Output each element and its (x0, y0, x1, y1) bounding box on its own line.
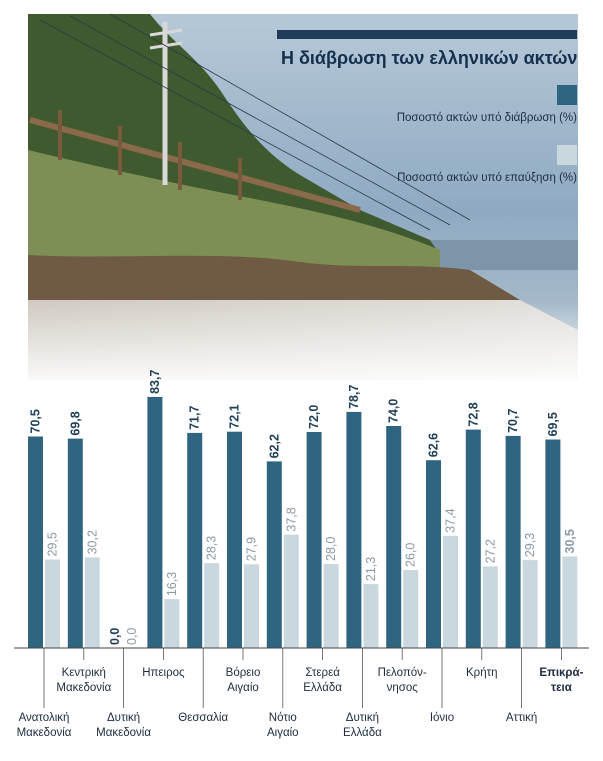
legend-label-erosion: Ποσοστό ακτών υπό διάβρωση (%) (396, 112, 577, 124)
value-label-erosion-1: 69,8 (68, 411, 83, 436)
bar-erosion-9 (386, 426, 401, 648)
bar-accretion-3 (164, 599, 179, 648)
bar-accretion-1 (85, 557, 100, 648)
value-label-accretion-6: 37,8 (284, 507, 299, 532)
bar-accretion-5 (244, 564, 259, 648)
coastal-erosion-photo (28, 14, 578, 390)
value-label-accretion-11: 27,2 (483, 539, 498, 564)
bar-erosion-13 (545, 440, 560, 649)
value-label-erosion-12: 70,7 (506, 408, 521, 433)
bar-accretion-4 (204, 563, 219, 648)
category-labels-group (17, 667, 584, 739)
value-label-erosion-10: 62,6 (426, 432, 441, 458)
bar-accretion-11 (483, 566, 498, 648)
bar-erosion-1 (68, 439, 83, 648)
value-label-accretion-10: 37,4 (443, 508, 458, 533)
bar-accretion-7 (324, 564, 339, 648)
legend-swatch-accretion (557, 145, 577, 165)
value-label-erosion-2: 0,0 (108, 627, 123, 645)
bar-erosion-10 (426, 460, 441, 648)
bar-erosion-8 (346, 412, 361, 648)
value-label-accretion-12: 29,3 (523, 532, 538, 558)
bar-erosion-5 (227, 432, 242, 648)
value-label-erosion-9: 74,0 (386, 398, 401, 423)
category-label-10: Ιόνιο (429, 712, 455, 724)
value-label-erosion-7: 72,0 (307, 404, 322, 429)
category-label-9: Πελοπόν-νησος (377, 667, 427, 694)
category-label-6: Νότιο Αιγαίο (267, 712, 299, 739)
value-label-erosion-4: 71,7 (187, 405, 202, 430)
value-label-accretion-13: 30,5 (562, 529, 577, 554)
category-label-11: Κρήτη (466, 667, 498, 679)
chart-title: Η διάβρωση των ελληνικών ακτών (281, 48, 578, 68)
value-label-accretion-3: 16,3 (164, 571, 179, 597)
legend-swatch-erosion (557, 85, 577, 105)
category-label-8: Δυτική Ελλάδα (343, 712, 382, 739)
value-label-accretion-2: 0,0 (125, 627, 140, 645)
value-label-erosion-13: 69,5 (545, 412, 560, 437)
value-label-accretion-1: 30,2 (85, 530, 100, 555)
value-label-erosion-5: 72,1 (227, 404, 242, 429)
bar-erosion-3 (147, 397, 162, 648)
category-label-2: Δυτική Μακεδονία (96, 712, 152, 739)
bar-erosion-11 (466, 430, 481, 648)
value-label-erosion-3: 83,7 (147, 369, 162, 394)
category-label-4: Θεσσαλία (178, 712, 229, 724)
bar-accretion-0 (45, 560, 60, 649)
bar-accretion-10 (443, 536, 458, 648)
category-label-3: Ηπειρος (142, 667, 185, 679)
category-label-12: Αττική (505, 712, 538, 724)
value-label-erosion-8: 78,7 (346, 384, 361, 409)
bar-erosion-12 (506, 436, 521, 648)
title-bar (277, 30, 577, 39)
category-label-13: Επικρά-τεια (539, 667, 584, 694)
value-label-erosion-11: 72,8 (466, 402, 481, 427)
bars-group (28, 397, 577, 648)
bar-accretion-8 (363, 584, 378, 648)
category-label-1: Κεντρική Μακεδονία (56, 667, 112, 694)
bar-erosion-4 (187, 433, 202, 648)
value-label-accretion-9: 26,0 (403, 542, 418, 567)
category-label-7: Στερεά Ελλάδα (303, 667, 342, 694)
bar-erosion-0 (28, 437, 43, 649)
bar-accretion-12 (523, 560, 538, 648)
value-label-accretion-7: 28,0 (324, 536, 339, 561)
category-label-5: Βόρειο Αιγαίο (225, 667, 261, 694)
bar-accretion-13 (562, 557, 577, 649)
legend-panel (277, 30, 578, 184)
bar-accretion-9 (403, 570, 418, 648)
category-label-0: Ανατολική Μακεδονία (16, 712, 72, 739)
value-label-erosion-6: 62,2 (267, 434, 282, 459)
value-label-erosion-0: 70,5 (28, 409, 43, 434)
legend-label-accretion: Ποσοστό ακτών υπό επαύξηση (%) (397, 172, 577, 184)
bar-accretion-6 (284, 535, 299, 648)
value-label-accretion-0: 29,5 (45, 532, 60, 557)
value-label-accretion-4: 28,3 (204, 535, 219, 561)
bar-erosion-7 (307, 432, 322, 648)
value-label-accretion-5: 27,9 (244, 536, 259, 562)
value-label-accretion-8: 21,3 (363, 556, 378, 582)
bar-erosion-6 (267, 461, 282, 648)
